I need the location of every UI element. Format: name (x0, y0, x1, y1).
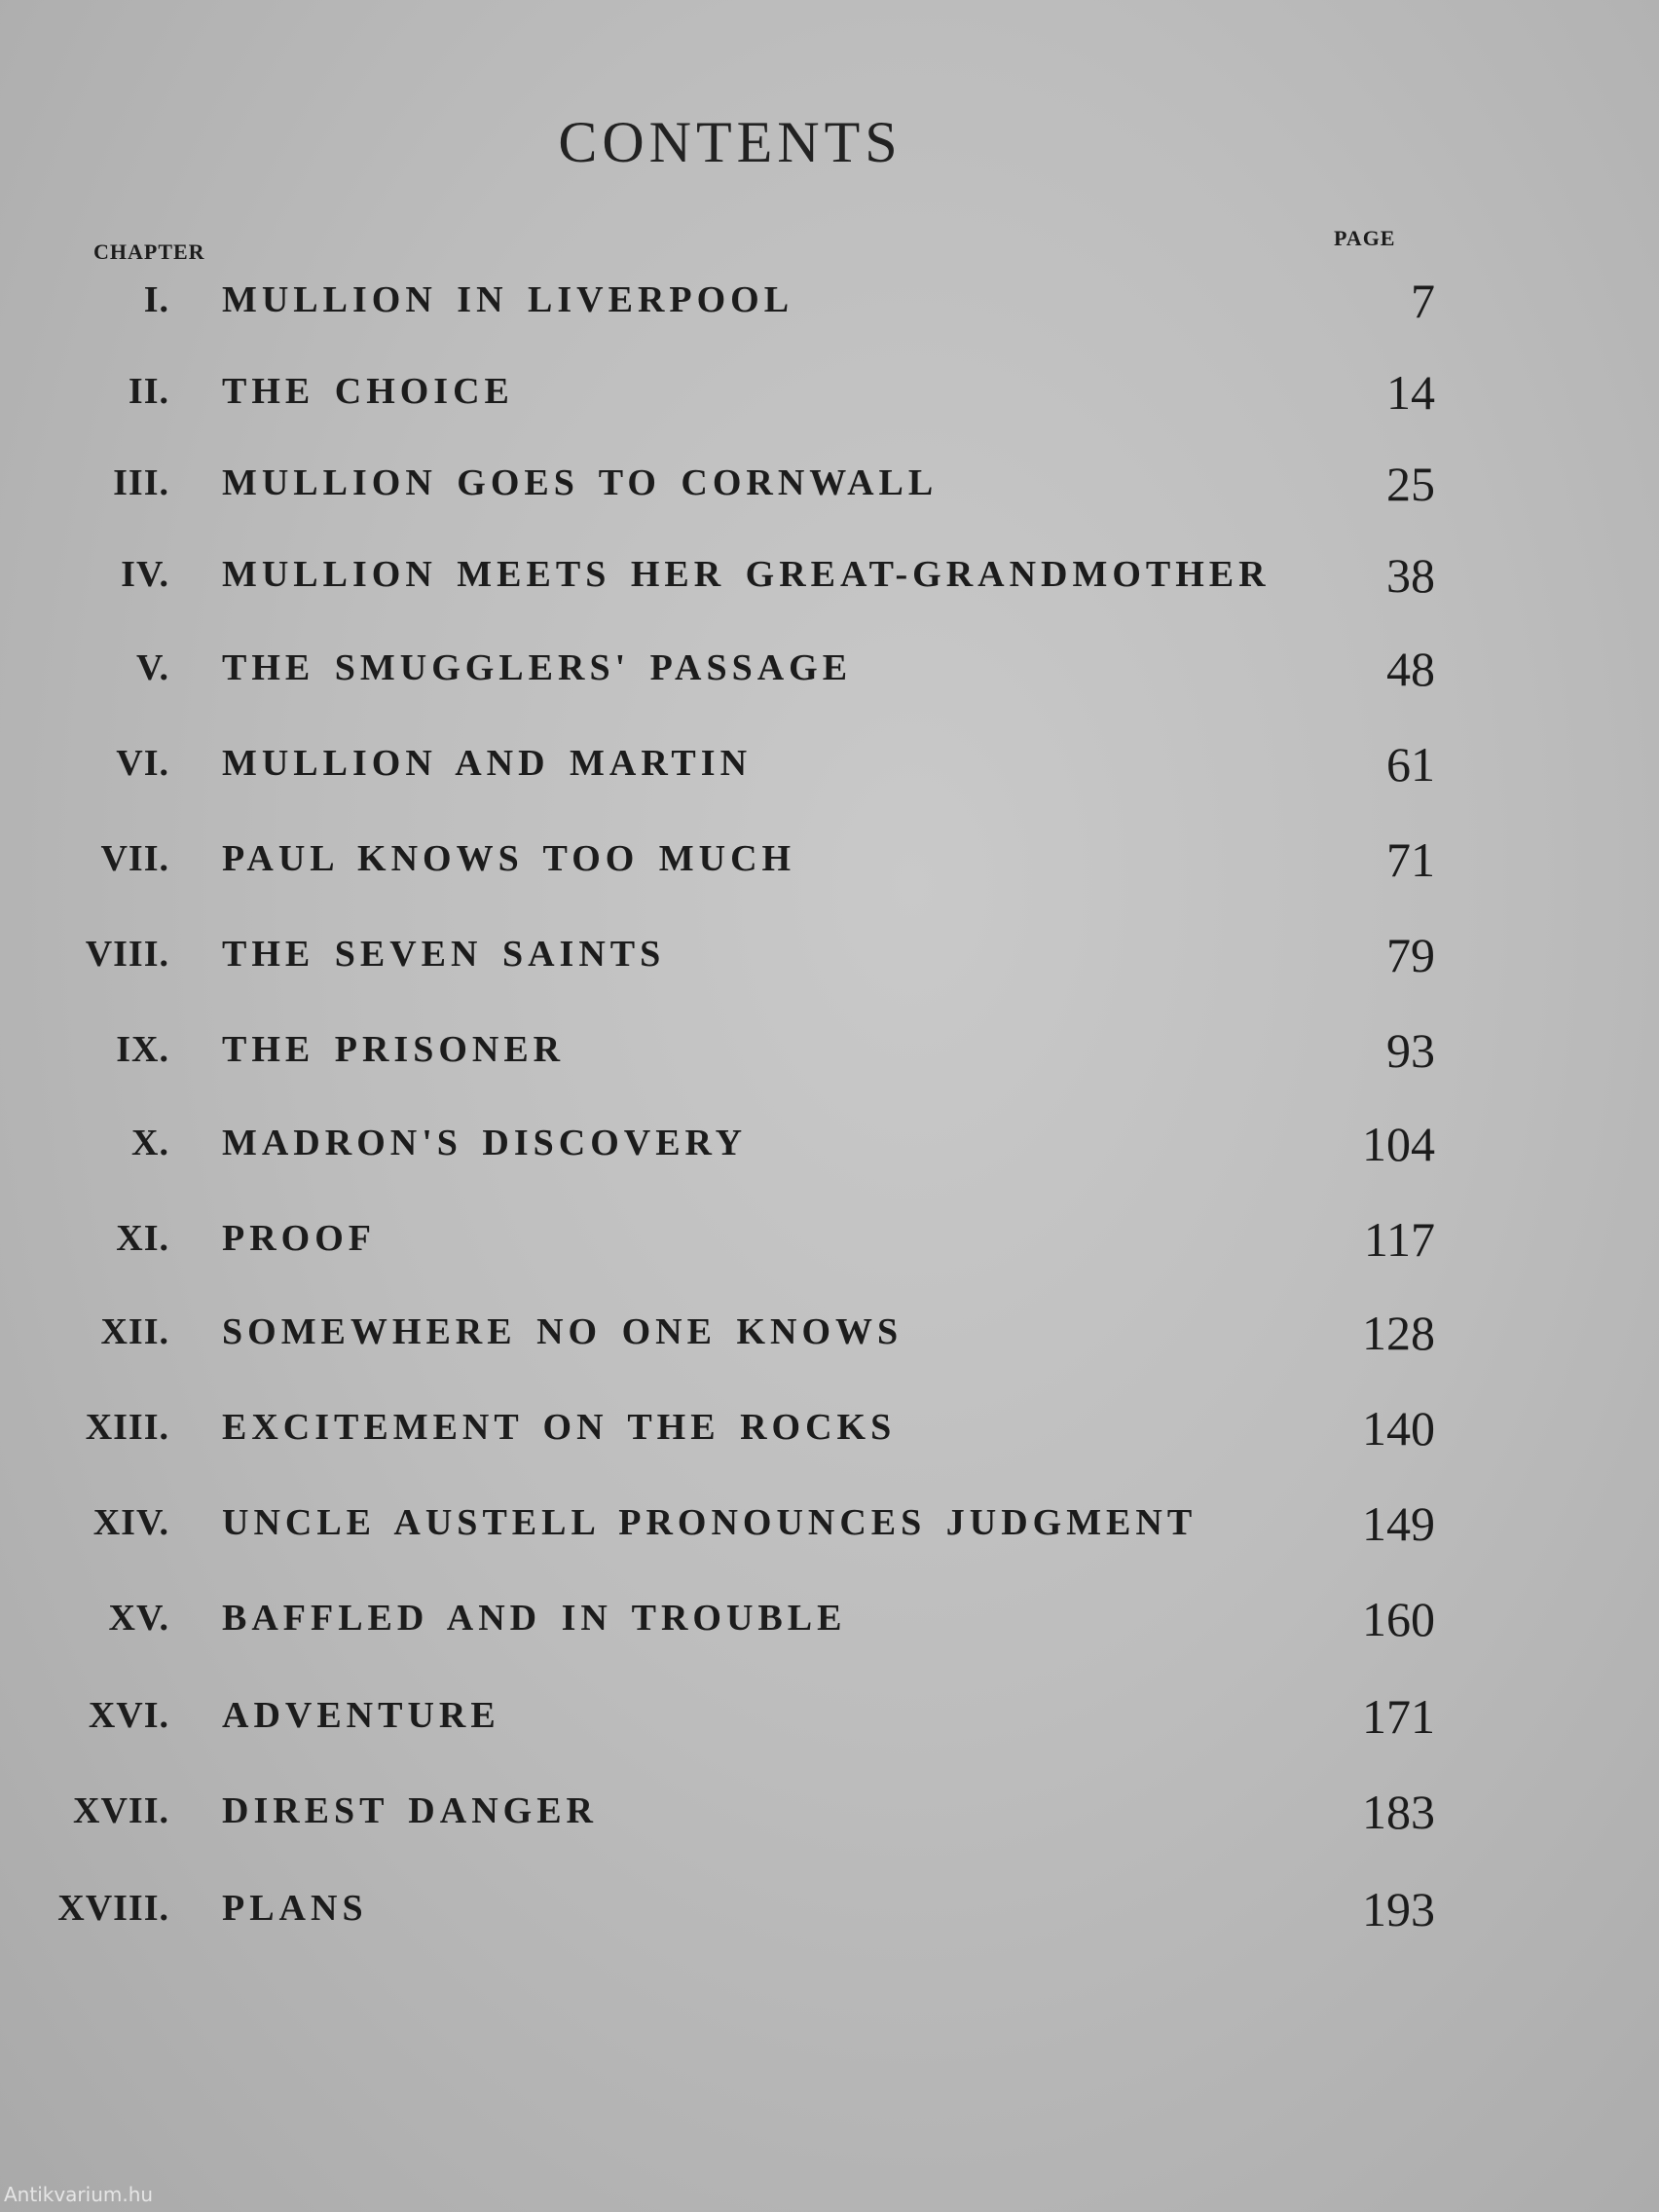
chapter-number: XV. (108, 1598, 169, 1639)
chapter-number: XIV. (92, 1502, 169, 1543)
chapter-page: 193 (1362, 1882, 1435, 1936)
chapter-title: THE PRISONER (222, 1029, 566, 1070)
chapter-page: 183 (1362, 1785, 1435, 1839)
watermark-text: Antikvarium.hu (4, 2183, 154, 2206)
chapter-page: 117 (1363, 1212, 1435, 1267)
chapter-title: BAFFLED AND IN TROUBLE (222, 1598, 847, 1639)
chapter-page: 61 (1386, 737, 1435, 792)
toc-row (0, 548, 1659, 611)
chapter-page: 104 (1362, 1117, 1435, 1171)
toc-row (0, 1496, 1659, 1560)
chapter-number: XIII. (85, 1407, 169, 1448)
chapter-title: PAUL KNOWS TOO MUCH (222, 838, 796, 879)
toc-row (0, 1882, 1659, 1945)
chapter-number: I. (143, 279, 169, 320)
chapter-title: UNCLE AUSTELL PRONOUNCES JUDGMENT (222, 1502, 1198, 1543)
toc-row (0, 928, 1659, 991)
chapter-number: XVI. (88, 1695, 169, 1736)
chapter-number: II. (128, 371, 169, 412)
toc-row (0, 1212, 1659, 1275)
chapter-page: 171 (1362, 1689, 1435, 1744)
chapter-number: XI. (116, 1218, 169, 1259)
toc-row (0, 737, 1659, 800)
chapter-number: III. (113, 462, 169, 503)
toc-row (0, 832, 1659, 896)
chapter-title: PROOF (222, 1218, 376, 1259)
toc-row (0, 1023, 1659, 1087)
chapter-page: 160 (1362, 1592, 1435, 1646)
chapter-page: 7 (1411, 274, 1435, 328)
chapter-number: XVIII. (57, 1888, 169, 1929)
chapter-column-header: CHAPTER (93, 240, 205, 264)
chapter-number: VIII. (85, 934, 169, 975)
toc-row (0, 1785, 1659, 1848)
chapter-title: MULLION IN LIVERPOOL (222, 279, 794, 320)
page-column-header: PAGE (1334, 226, 1396, 250)
chapter-title: THE SMUGGLERS' PASSAGE (222, 647, 853, 688)
chapter-number: V. (135, 647, 169, 688)
toc-row (0, 1592, 1659, 1655)
chapter-page: 48 (1386, 642, 1435, 696)
chapter-title: ADVENTURE (222, 1695, 500, 1736)
chapter-page: 149 (1362, 1496, 1435, 1551)
chapter-number: VI. (116, 743, 169, 784)
toc-row (0, 1689, 1659, 1752)
chapter-page: 38 (1386, 548, 1435, 603)
page-title: CONTENTS (558, 110, 903, 174)
chapter-page: 71 (1386, 832, 1435, 887)
chapter-title: THE CHOICE (222, 371, 514, 412)
chapter-title: THE SEVEN SAINTS (222, 934, 666, 975)
chapter-page: 128 (1362, 1306, 1435, 1360)
chapter-page: 93 (1386, 1023, 1435, 1078)
toc-row (0, 365, 1659, 428)
toc-row (0, 274, 1659, 337)
chapter-number: VII. (100, 838, 169, 879)
chapter-title: EXCITEMENT ON THE ROCKS (222, 1407, 897, 1448)
chapter-number: IV. (121, 554, 169, 595)
chapter-title: MULLION AND MARTIN (222, 743, 753, 784)
toc-row (0, 1306, 1659, 1369)
chapter-title: MULLION MEETS HER GREAT-GRANDMOTHER (222, 554, 1271, 595)
chapter-title: DIREST DANGER (222, 1790, 598, 1831)
toc-row (0, 1401, 1659, 1464)
chapter-page: 79 (1386, 928, 1435, 982)
chapter-page: 140 (1362, 1401, 1435, 1456)
chapter-number: XVII. (73, 1790, 169, 1831)
toc-row (0, 642, 1659, 705)
chapter-number: XII. (100, 1311, 169, 1352)
chapter-title: SOMEWHERE NO ONE KNOWS (222, 1311, 903, 1352)
chapter-title: MADRON'S DISCOVERY (222, 1123, 748, 1163)
chapter-number: IX. (116, 1029, 169, 1070)
toc-row (0, 457, 1659, 520)
chapter-number: X. (131, 1123, 169, 1163)
chapter-title: MULLION GOES TO CORNWALL (222, 462, 939, 503)
chapter-page: 14 (1386, 365, 1435, 420)
chapter-page: 25 (1386, 457, 1435, 511)
toc-row (0, 1117, 1659, 1180)
chapter-title: PLANS (222, 1888, 368, 1929)
